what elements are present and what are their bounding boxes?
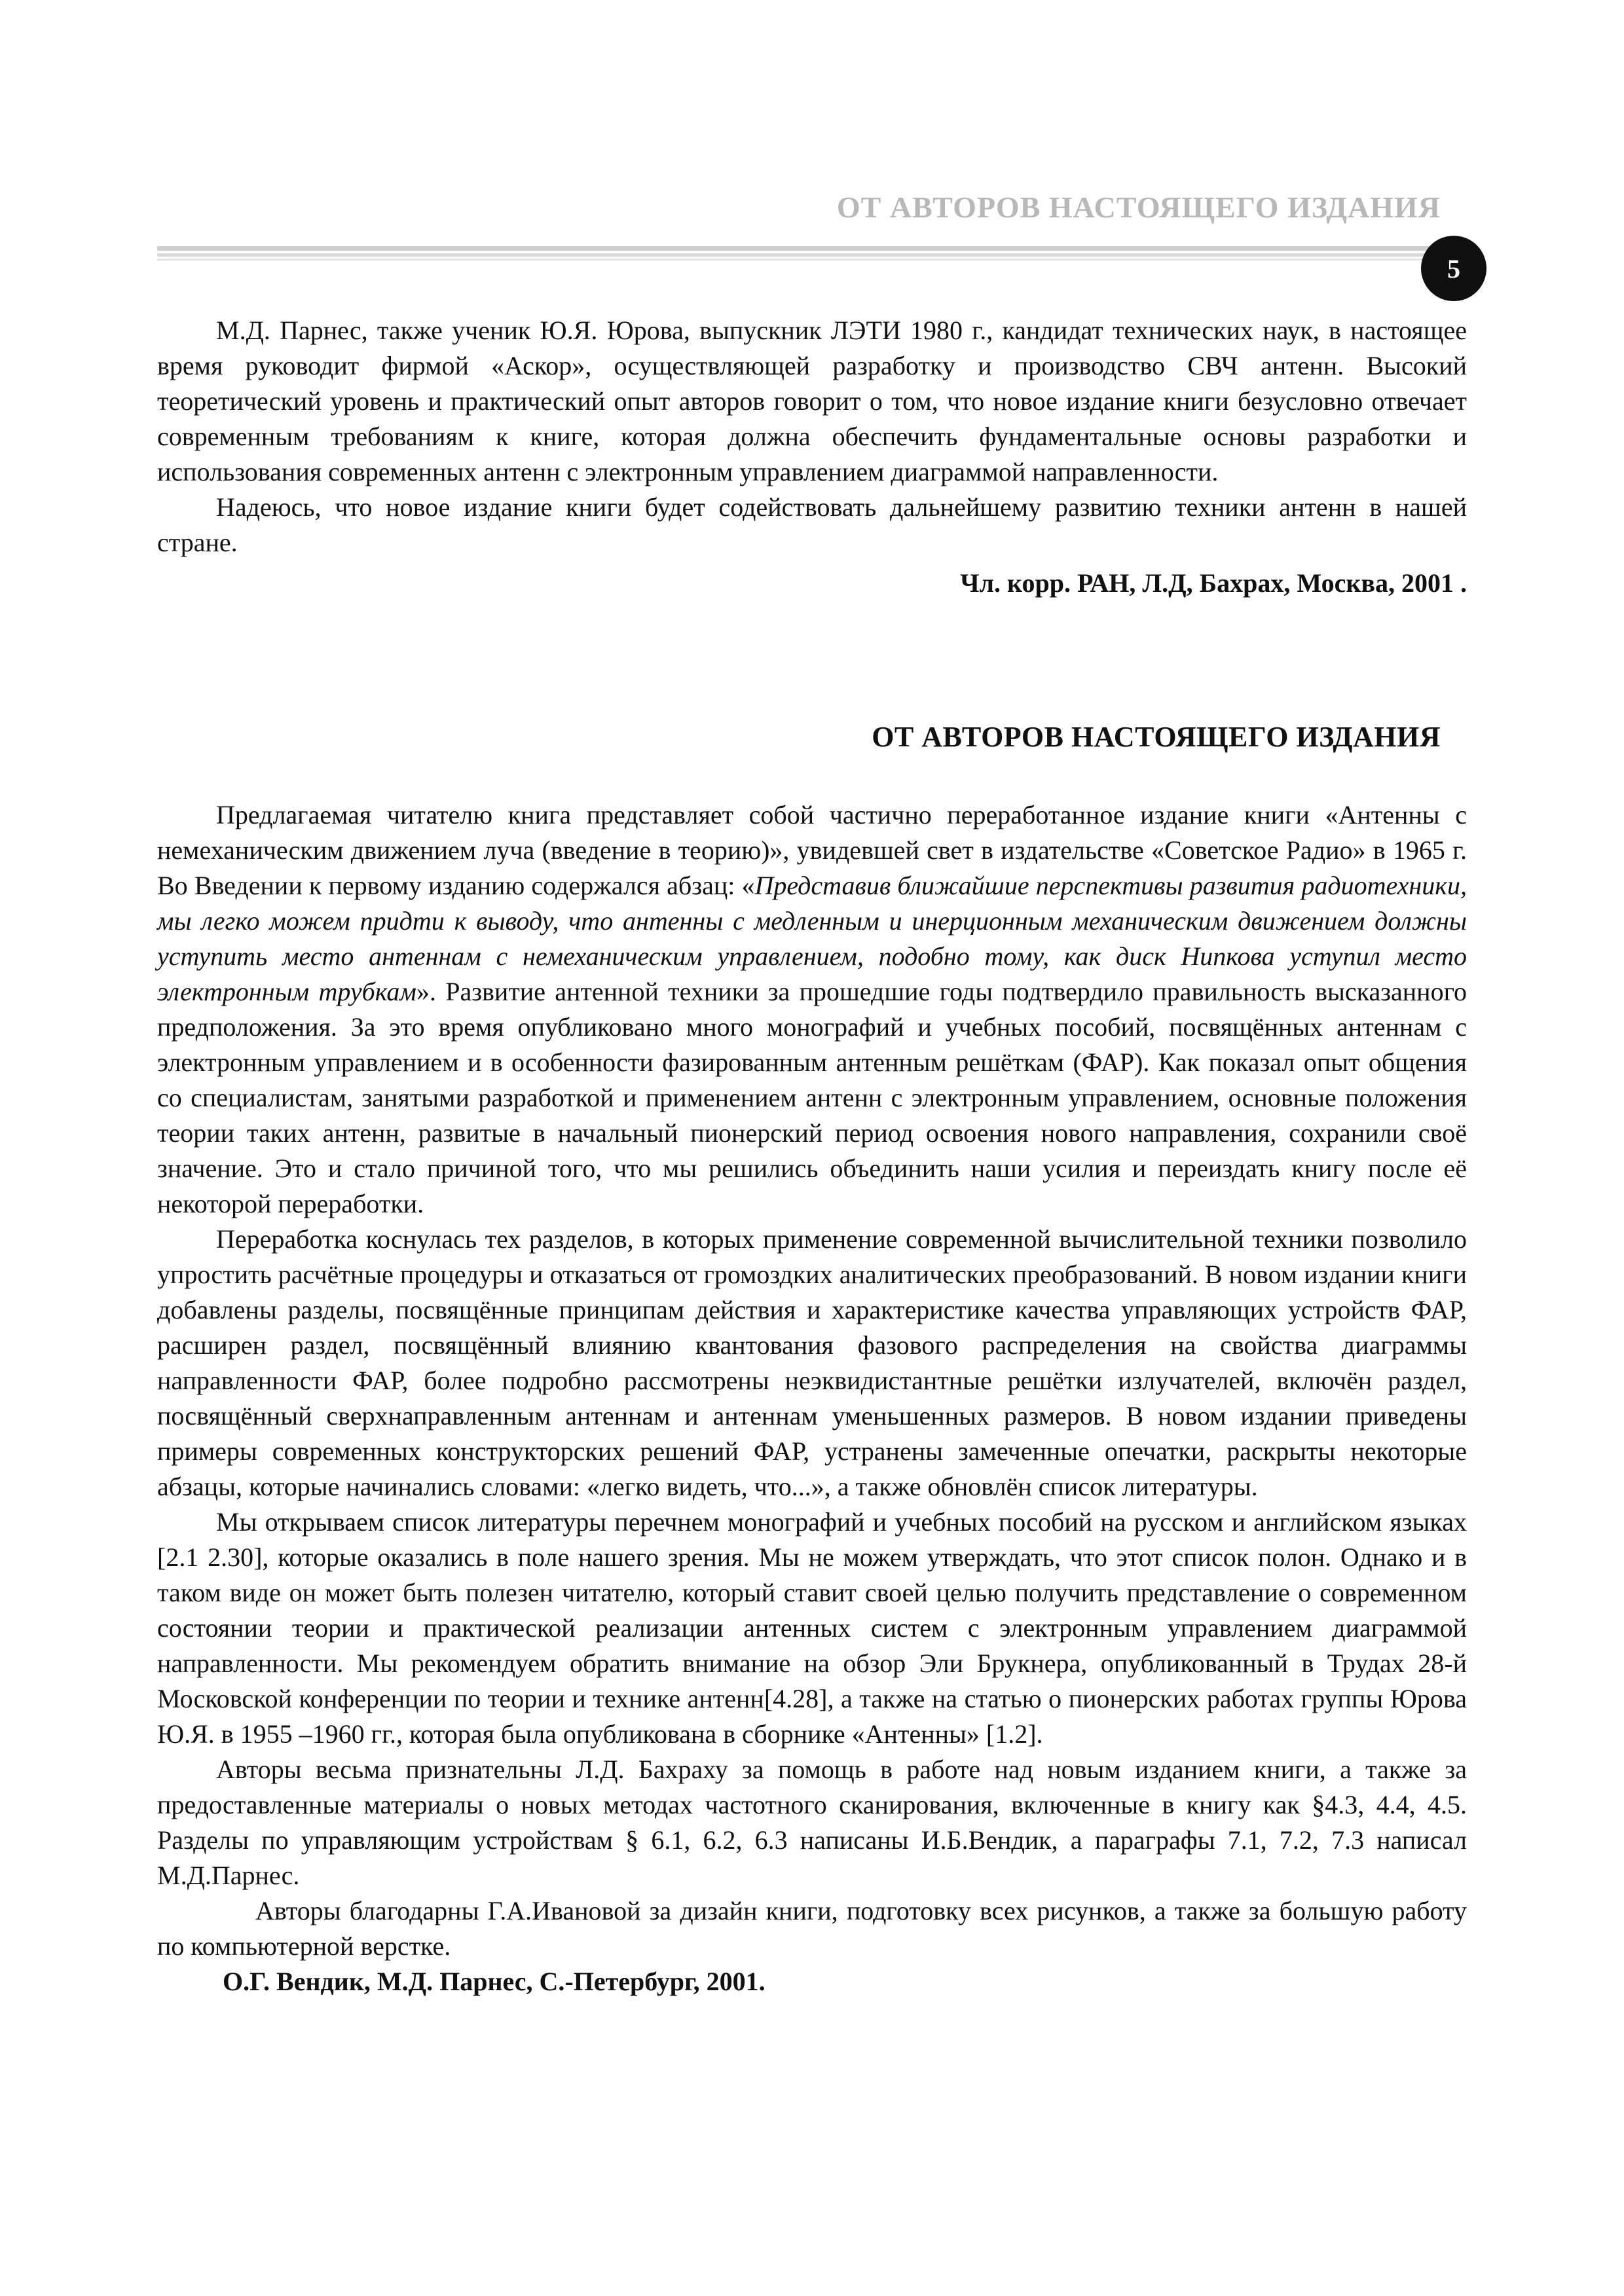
header-rule	[157, 246, 1467, 261]
header-rule-line	[157, 259, 1467, 261]
header-rule-line	[157, 253, 1467, 257]
paragraph-text: Предлагаемая читателю книга представляет собой частично переработанное издание книги «Антенны с немеханическим движением луча (введение в теорию)», увидевшей свет в издательстве «Советское Радио» в 1965 г. Во Введении к первому изданию содержался абзац: «	[157, 800, 1467, 900]
section-signature: О.Г. Вендик, М.Д. Парнес, С.-Петербург, 2001.	[223, 1967, 766, 1996]
foreword-paragraph: Надеюсь, что новое издание книги будет содействовать дальнейшему развитию техники антенн в нашей стране.	[157, 492, 1467, 557]
foreword-signature: Чл. корр. РАН, Л.Д, Бахрах, Москва, 2001 .	[960, 568, 1467, 598]
section-paragraph	[157, 797, 1467, 1222]
header-rule-line	[157, 246, 1467, 251]
foreword-ending	[157, 313, 1467, 601]
paragraph-text: ». Развитие антенной техники за прошедшие годы подтвердило правильность высказанного предположения. За это время опубликовано много монографий и учебных пособий, посвящённых антеннам с электронным управлением и в особенности фазированным антенным решёткам (ФАР). Как показал опыт общения со специалистам, занятыми разработкой и применением антенн с электронным управлением, основные положения теории таких антенн, развитые в начальный пионерский период освоения нового направления, сохранили своё значение. Это и стало причиной того, что мы решились объединить наши усилия и переиздать книгу после её некоторой переработки.	[157, 977, 1467, 1218]
italic-quote: Представив ближайшие перспективы развития радиотехники, мы легко можем придти к выводу, что антенны с медленным и инерционным механическим движением должны уступить место антеннам с немеханическим управлением, подобно тому, как диск Нипкова уступил место электронным трубкам	[157, 871, 1467, 1006]
section-paragraph: Мы открываем список литературы перечнем монографий и учебных пособий на русском и английском языках [2.1 2.30], которые оказались в поле нашего зрения. Мы не можем утверждать, что этот список полон. Однако и в таком виде он может быть полезен читателю, который ставит своей целью получить представление о современном состоянии теории и практической реализации антенных систем с электронным управлением диаграммой направленности. Мы рекомендуем обратить внимание на обзор Эли Брукнера, опубликованный в Трудах 28-й Московской конференции по теории и технике антенн[4.28], а также на статью о пионерских работах группы Юрова Ю.Я. в 1955 –1960 гг., которая была опубликована в сборнике «Антенны» [1.2].	[157, 1507, 1467, 1749]
section-paragraph: Авторы весьма признательны Л.Д. Бахраху за помощь в работе над новым изданием книги, а также за предоставленные материалы о новых методах частотного сканирования, включенные в книгу как §4.3, 4.4, 4.5. Разделы по управляющим устройствам § 6.1, 6.2, 6.3 написаны И.Б.Вендик, а параграфы 7.1, 7.2, 7.3 написал М.Д.Парнес.	[157, 1755, 1467, 1890]
section-title: ОТ АВТОРОВ НАСТОЯЩЕГО ИЗДАНИЯ	[872, 721, 1441, 753]
page-number-badge: 5	[1421, 236, 1486, 301]
running-title: ОТ АВТОРОВ НАСТОЯЩЕГО ИЗДАНИЯ	[836, 191, 1441, 224]
section-paragraph: Переработка коснулась тех разделов, в которых применение современной вычислительной техники позволило упростить расчётные процедуры и отказаться от громоздких аналитических преобразований. В новом издании книги добавлены разделы, посвящённые принципам действия и характеристике качества управляющих устройств ФАР, расширен раздел, посвящённый влиянию квантования фазового распределения на свойства диаграммы направленности ФАР, более подробно рассмотрены неэквидистантные решётки излучателей, включён раздел, посвящённый сверхнаправленным антеннам и антеннам уменьшенных размеров. В новом издании приведены примеры современных конструкторских решений ФАР, устранены замеченные опечатки, раскрыты некоторые абзацы, которые начинались словами: «легко видеть, что...», а также обновлён список литературы.	[157, 1224, 1467, 1501]
foreword-paragraph: М.Д. Парнес, также ученик Ю.Я. Юрова, выпускник ЛЭТИ 1980 г., кандидат технических наук, в настоящее время руководит фирмой «Аскор», осуществляющей разработку и производство СВЧ антенн. Высокий теоретический уровень и практический опыт авторов говорит о том, что новое издание книги безусловно отвечает современным требованиям к книге, которая должна обеспечить фундаментальные основы разработки и использования современных антенн с электронным управлением диаграммой направленности.	[157, 316, 1467, 486]
section-body	[157, 797, 1467, 1999]
section-paragraph: Авторы благодарны Г.А.Ивановой за дизайн книги, подготовку всех рисунков, а также за большую работу по компьютерной верстке.	[157, 1896, 1467, 1961]
